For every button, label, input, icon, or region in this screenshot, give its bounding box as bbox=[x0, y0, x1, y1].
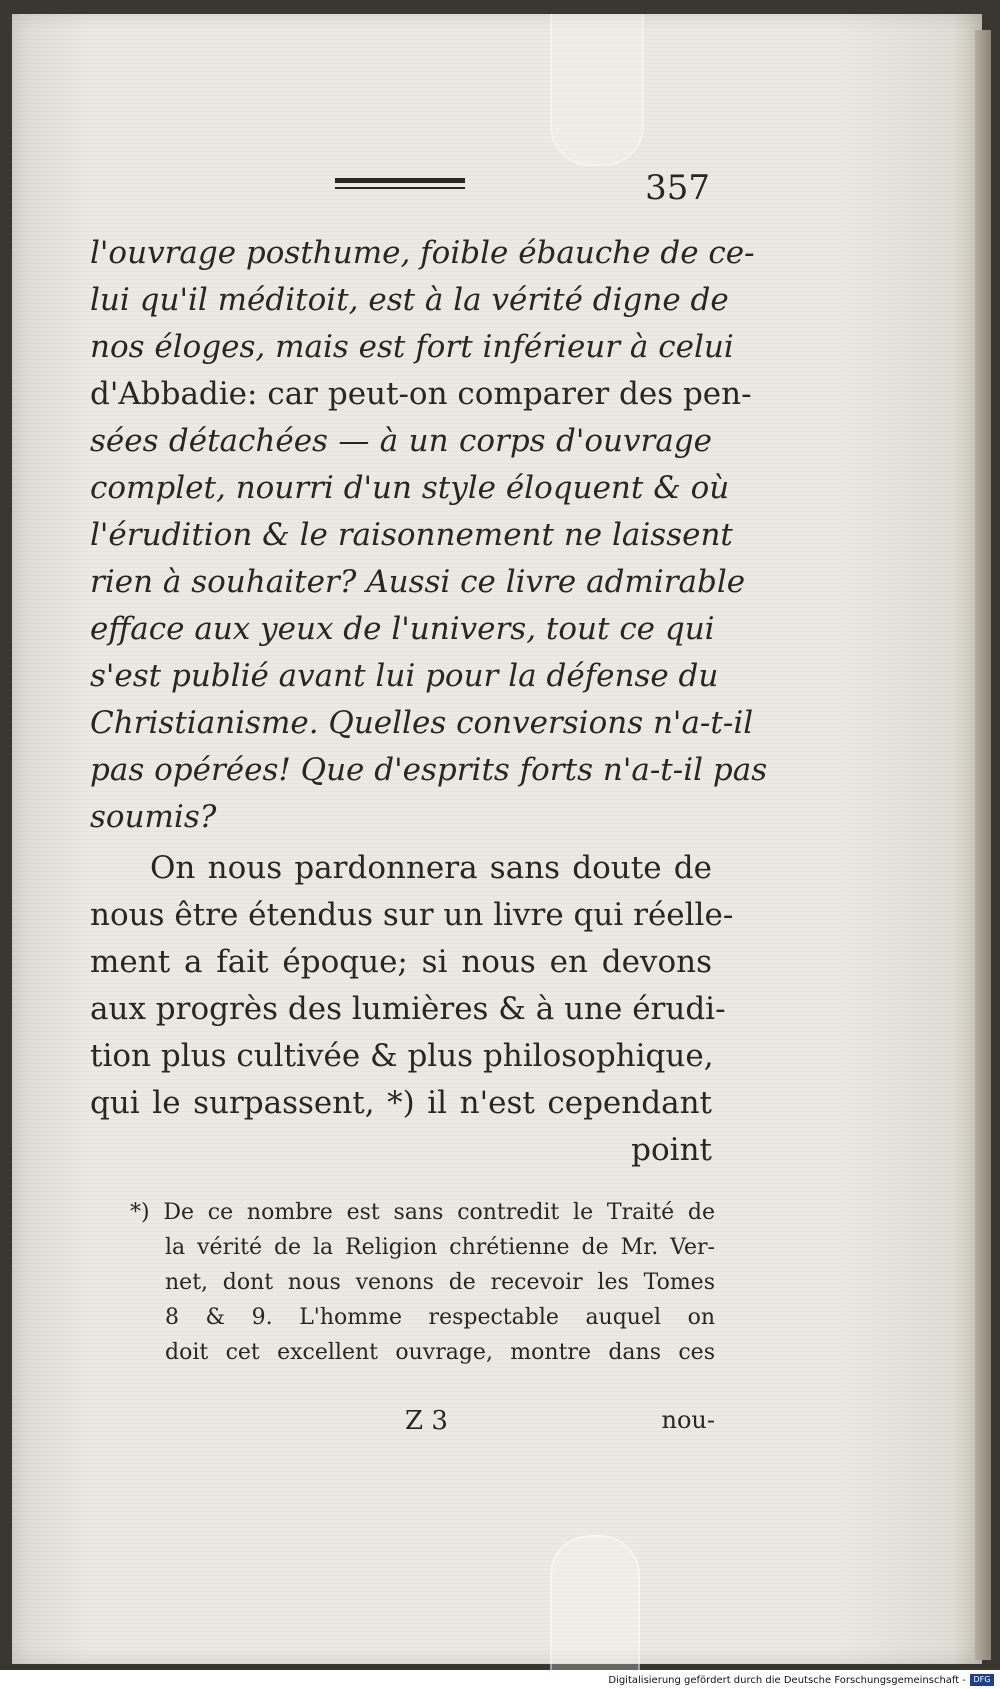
text-line: Christianisme. Quelles conversions n'a-t-il bbox=[90, 705, 754, 741]
text-line: efface aux yeux de l'univers, tout ce qui bbox=[90, 611, 715, 647]
footnote-line: la vérité de la Religion chrétienne de Mr. Ver- bbox=[165, 1235, 715, 1260]
text-line: nos éloges, mais est fort inférieur à celui bbox=[90, 329, 734, 365]
text-line: complet, nourri d'un style éloquent & où bbox=[90, 470, 730, 506]
signature-mark: Z 3 bbox=[405, 1406, 448, 1436]
text-line: d'Abbadie: car peut-on comparer des pen- bbox=[90, 376, 752, 412]
header-rule bbox=[335, 178, 465, 192]
footnote-line: doit cet excellent ouvrage, montre dans ces bbox=[165, 1340, 715, 1365]
text-line: nous être étendus sur un livre qui réelle- bbox=[90, 897, 734, 933]
text-line: s'est publié avant lui pour la défense du bbox=[90, 658, 719, 694]
paragraph-start-line: On nous pardonnera sans doute de bbox=[150, 850, 712, 886]
text-line: point bbox=[631, 1132, 712, 1168]
footnote-line: net, dont nous venons de recevoir les Tomes bbox=[165, 1270, 715, 1295]
text-line: l'érudition & le raisonnement ne laissent bbox=[90, 517, 733, 553]
page-edge bbox=[975, 30, 991, 1660]
footnote-line: *) De ce nombre est sans contredit le Traité de bbox=[130, 1200, 715, 1225]
text-line: soumis? bbox=[90, 799, 217, 835]
text-line: aux progrès des lumières & à une érudi- bbox=[90, 991, 726, 1027]
text-line: ment a fait époque; si nous en devons bbox=[90, 944, 712, 980]
text-line: lui qu'il méditoit, est à la vérité digne de bbox=[90, 282, 729, 318]
main-text bbox=[90, 230, 768, 1174]
page-number: 357 bbox=[645, 168, 710, 208]
dfg-logo-icon: DFG bbox=[970, 1674, 994, 1686]
header-rule-thin bbox=[335, 187, 465, 189]
text-line: rien à souhaiter? Aussi ce livre admirable bbox=[90, 564, 746, 600]
catchword: nou- bbox=[661, 1406, 715, 1434]
page-clip-top bbox=[550, 14, 644, 166]
text-line: qui le surpassent, *) il n'est cependant bbox=[90, 1085, 712, 1121]
page-clip-bottom bbox=[550, 1535, 640, 1672]
text-line: l'ouvrage posthume, foible ébauche de ce- bbox=[90, 235, 755, 271]
footnote bbox=[130, 1195, 715, 1370]
footnote-line: 8 & 9. L'homme respectable auquel on bbox=[165, 1305, 715, 1330]
digitization-credit bbox=[0, 1672, 1000, 1689]
header-rule-thick bbox=[335, 178, 465, 183]
text-line: sées détachées — à un corps d'ouvrage bbox=[90, 423, 712, 459]
text-line: pas opérées! Que d'esprits forts n'a-t-il pas bbox=[90, 752, 768, 788]
credit-text: Digitalisierung gefördert durch die Deutsche Forschungsgemeinschaft - bbox=[608, 1675, 966, 1686]
text-line: tion plus cultivée & plus philosophique, bbox=[90, 1038, 714, 1074]
